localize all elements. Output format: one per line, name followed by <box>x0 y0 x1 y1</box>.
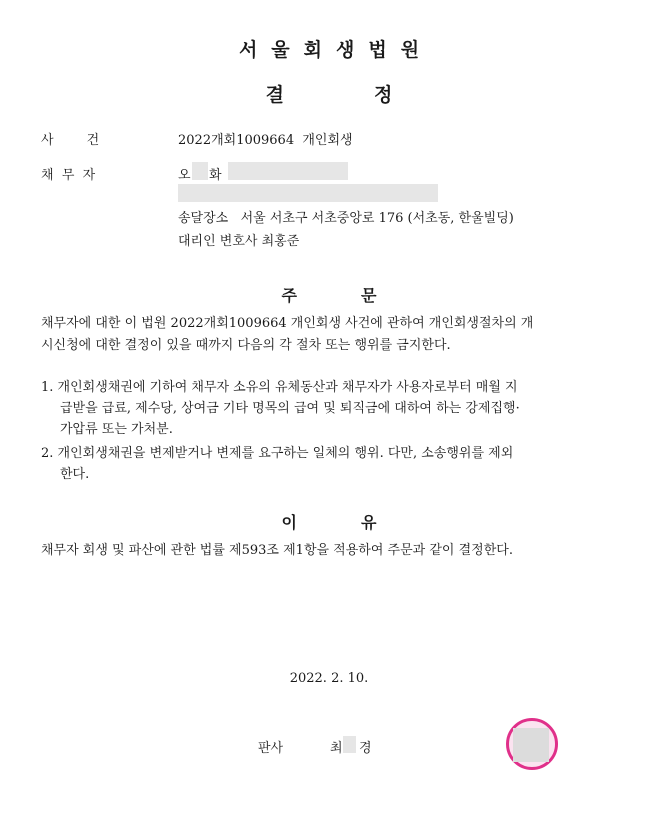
order-item1-line3: 가압류 또는 가처분. <box>60 422 173 437</box>
order-intro-line1: 채무자에 대한 이 법원 2022개회1009664 개인회생 사건에 관하여 개인회생절차의 개 <box>41 316 534 331</box>
order-heading-right: 문 <box>361 286 377 305</box>
judge-name-suffix: 경 <box>359 741 372 756</box>
document-type-right: 정 <box>374 84 393 106</box>
order-item1-line2: 급받을 급료, 제수당, 상여금 기타 명목의 급여 및 퇴직금에 대하여 하는 강제집행· <box>60 401 520 416</box>
case-number: 2022개회1009664 개인회생 <box>178 133 353 148</box>
debtor-name-suffix: 화 <box>209 168 222 183</box>
order-heading <box>0 283 658 306</box>
decision-date: 2022. 2. 10. <box>289 671 369 686</box>
judge-label: 판사 <box>258 741 284 756</box>
reason-heading-right: 유 <box>361 513 377 532</box>
court-name: 서울회생법원 <box>238 39 434 61</box>
debtor-address-redaction <box>178 184 438 202</box>
debtor-name-redaction-1 <box>192 162 208 180</box>
order-intro-line2: 시신청에 대한 결정이 있을 때까지 다음의 각 절차 또는 행위를 금지한다. <box>41 338 451 353</box>
debtor-name-prefix: 오 <box>178 168 191 183</box>
order-item2-line2: 한다. <box>60 467 90 482</box>
order-heading-left: 주 <box>281 286 297 305</box>
reason-heading <box>0 510 658 533</box>
debtor-name-redaction-2 <box>228 162 348 180</box>
seal-redaction <box>513 728 549 762</box>
debtor-agent: 대리인 변호사 최홍준 <box>178 234 300 249</box>
reason-text: 채무자 회생 및 파산에 관한 법률 제593조 제1항을 적용하여 주문과 같이 결정한다. <box>41 543 513 558</box>
document-type-left: 결 <box>265 84 284 106</box>
order-item1-line1: 1. 개인회생채권에 기하여 채무자 소유의 유체동산과 채무자가 사용자로부터 매월 지 <box>41 380 518 395</box>
case-label: 사 건 <box>41 133 100 148</box>
service-address: 송달장소 서울 서초구 서초중앙로 176 (서초동, 한울빌딩) <box>178 211 514 226</box>
debtor-label: 채 무 자 <box>41 168 96 183</box>
judge-name-prefix: 최 <box>330 741 343 756</box>
reason-heading-left: 이 <box>281 513 297 532</box>
judge-name-redaction <box>343 736 356 753</box>
document-type <box>0 80 658 107</box>
order-item2-line1: 2. 개인회생채권을 변제받거나 변제를 요구하는 일체의 행위. 다만, 소송행위를 제외 <box>41 446 514 461</box>
